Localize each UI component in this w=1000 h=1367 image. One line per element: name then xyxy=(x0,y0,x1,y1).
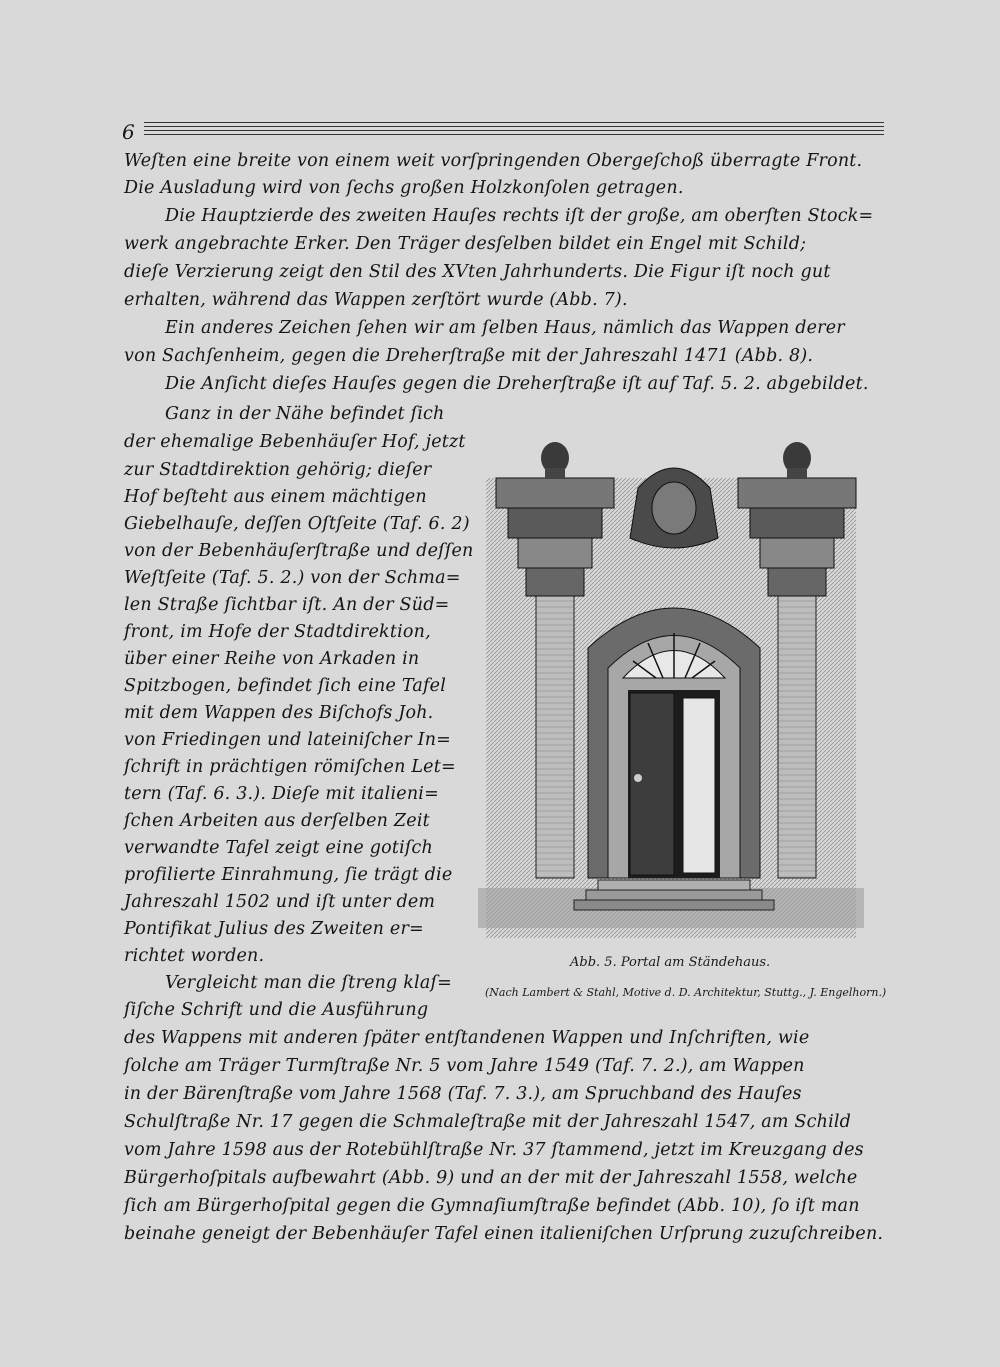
figure-credit: (Nach Lambert & Stahl, Motive d. D. Architektur, Stuttg., J. Engelhorn.) xyxy=(485,986,887,999)
text-line: ſich am Bürgerhoſpital gegen die Gymnaſiumſtraße befindet (Abb. 10), ſo iſt man xyxy=(124,1196,860,1216)
header-rule xyxy=(144,130,884,131)
text-line: von der Bebenhäuſerſtraße und deſſen xyxy=(124,541,474,561)
text-line: werk angebrachte Erker. Den Träger desſelben bildet ein Engel mit Schild; xyxy=(124,234,807,254)
text-line: in der Bärenſtraße vom Jahre 1568 (Taf. 7. 3.), am Spruchband des Hauſes xyxy=(124,1084,802,1104)
text-line: richtet worden. xyxy=(124,946,265,966)
text-line: Die Ausladung wird von ſechs großen Holzkonſolen getragen. xyxy=(124,178,684,198)
text-line: profilierte Einrahmung, ſie trägt die xyxy=(124,865,453,885)
text-line: len Straße ſichtbar iſt. An der Süd= xyxy=(124,595,450,615)
text-line: Spitzbogen, befindet ſich eine Tafel xyxy=(124,676,447,696)
text-line: dieſe Verzierung zeigt den Stil des XVten Jahrhunderts. Die Figur iſt noch gut xyxy=(124,262,831,282)
text-line: Die Anſicht dieſes Hauſes gegen die Dreherſtraße iſt auf Taf. 5. 2. abgebildet. xyxy=(165,374,869,394)
text-line: tern (Taf. 6. 3.). Dieſe mit italieni= xyxy=(124,784,439,804)
header-rule xyxy=(144,122,884,123)
text-line: ſchrift in prächtigen römiſchen Let= xyxy=(124,757,456,777)
text-line: ſchen Arbeiten aus derſelben Zeit xyxy=(124,811,430,831)
text-line: Vergleicht man die ſtreng klaſ= xyxy=(165,973,452,993)
text-line: Jahreszahl 1502 und iſt unter dem xyxy=(124,892,436,912)
text-line: Bürgerhoſpitals aufbewahrt (Abb. 9) und an der mit der Jahreszahl 1558, welche xyxy=(124,1168,858,1188)
text-line: der ehemalige Bebenhäuſer Hof, jetzt xyxy=(124,432,466,452)
text-line: Weſten eine breite von einem weit vorſpringenden Obergeſchoß überragte Front. xyxy=(124,151,863,171)
text-line: Hof beſteht aus einem mächtigen xyxy=(124,487,427,507)
text-line: verwandte Tafel zeigt eine gotiſch xyxy=(124,838,434,858)
text-line: zur Stadtdirektion gehörig; dieſer xyxy=(124,460,432,480)
page-number: 6 xyxy=(122,120,135,144)
text-line: front, im Hofe der Stadtdirektion, xyxy=(124,622,431,642)
text-line: Pontifikat Julius des Zweiten er= xyxy=(124,919,424,939)
text-line: des Wappens mit anderen ſpäter entſtandenen Wappen und Inſchriften, wie xyxy=(124,1028,810,1048)
text-line: Giebelhauſe, deſſen Oſtſeite (Taf. 6. 2) xyxy=(124,514,470,534)
text-line: erhalten, während das Wappen zerſtört wurde (Abb. 7). xyxy=(124,290,628,310)
text-line: vom Jahre 1598 aus der Rotebühlſtraße Nr. 37 ſtammend, jetzt im Kreuzgang des xyxy=(124,1140,864,1160)
header-rule xyxy=(144,134,884,135)
text-line: beinahe geneigt der Bebenhäuſer Tafel einen italieniſchen Urſprung zuzuſchreiben. xyxy=(124,1224,884,1244)
text-line: ſolche am Träger Turmſtraße Nr. 5 vom Jahre 1549 (Taf. 7. 2.), am Wappen xyxy=(124,1056,805,1076)
figure-caption: Abb. 5. Portal am Ständehaus. xyxy=(570,955,771,970)
text-line: von Sachſenheim, gegen die Dreherſtraße mit der Jahreszahl 1471 (Abb. 8). xyxy=(124,346,814,366)
text-line: mit dem Wappen des Biſchofs Joh. xyxy=(124,703,434,723)
text-line: Die Hauptzierde des zweiten Hauſes rechts iſt der große, am oberſten Stock= xyxy=(165,206,874,226)
header-rule xyxy=(144,126,884,127)
text-line: über einer Reihe von Arkaden in xyxy=(124,649,420,669)
text-line: von Friedingen und lateiniſcher In= xyxy=(124,730,452,750)
page-header xyxy=(122,120,884,144)
text-line: Weſtſeite (Taf. 5. 2.) von der Schma= xyxy=(124,568,461,588)
text-line: Schulſtraße Nr. 17 gegen die Schmaleſtraße mit der Jahreszahl 1547, am Schild xyxy=(124,1112,852,1132)
text-line: Ein anderes Zeichen ſehen wir am ſelben Haus, nämlich das Wappen derer xyxy=(165,318,845,338)
text-line: Ganz in der Nähe befindet ſich xyxy=(165,404,445,424)
text-line: ſiſche Schrift und die Ausführung xyxy=(124,1000,429,1020)
portal-illustration xyxy=(478,418,864,946)
